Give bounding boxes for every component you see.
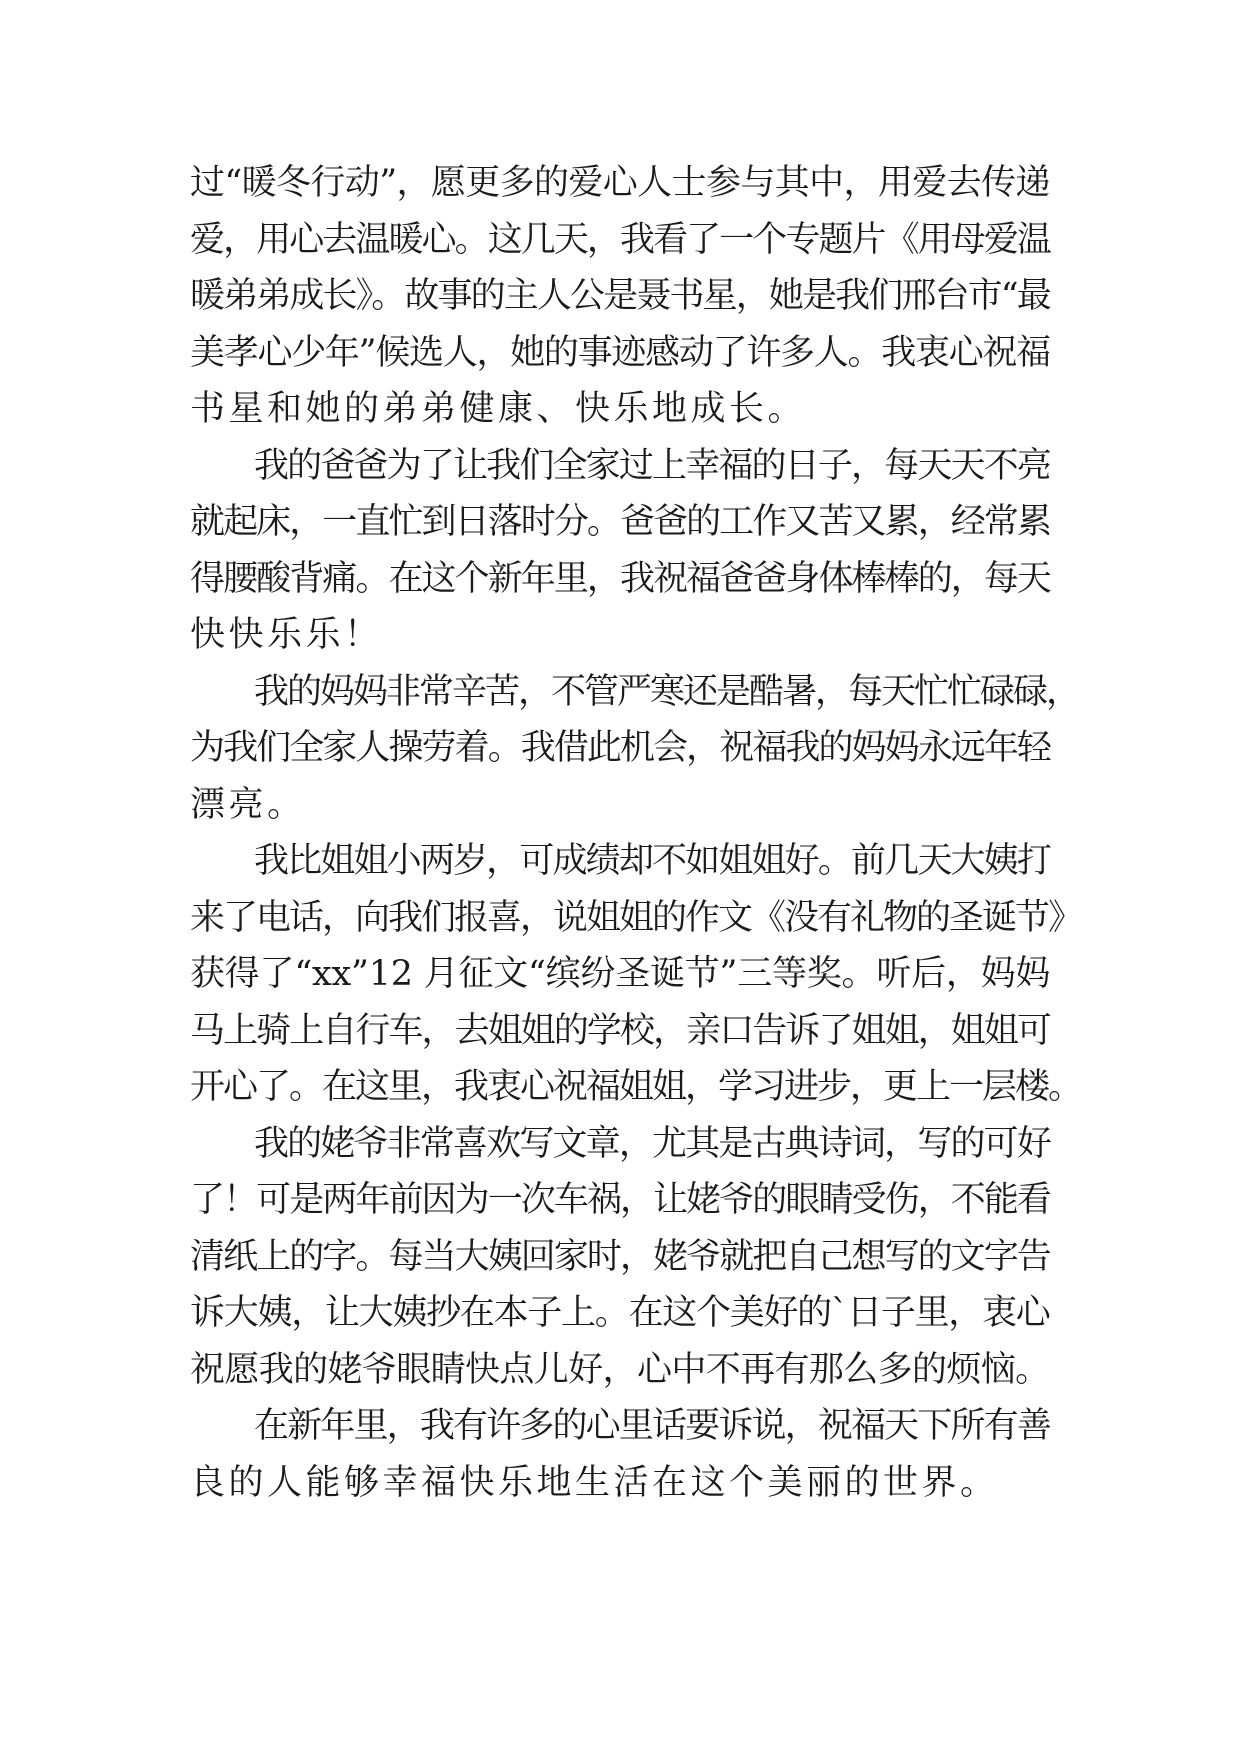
text-line: 爱，用心去温暖心。这几天，我看了一个专题片《用母爱温 (190, 219, 1051, 260)
text-line: 清纸上的字。每当大姨回家时，姥爷就把自己想写的文字告 (190, 1236, 1051, 1277)
paragraph-first-line: 我的妈妈非常辛苦，不管严寒还是酷暑，每天忙忙碌碌， (254, 671, 1080, 712)
text-line: 马上骑上自行车，去姐姐的学校，亲口告诉了姐姐，姐姐可 (190, 1010, 1051, 1051)
text-line: 美孝心少年”候选人，她的事迹感动了许多人。我衷心祝福 (190, 332, 1050, 373)
text-line: 良的人能够幸福快乐地生活在这个美丽的世界。 (190, 1462, 999, 1503)
paragraph-first-line: 我比姐姐小两岁，可成绩却不如姐姐好。前几天大姨打 (254, 841, 1051, 881)
paragraph-first-line: 在新年里，我有许多的心里话要诉说，祝福天下所有善 (254, 1406, 1051, 1446)
text-line: 得腰酸背痛。在这个新年里，我祝福爸爸身体棒棒的，每天 (190, 558, 1051, 599)
text-line: 过“暖冬行动”，愿更多的爱心人士参与其中，用爱去传递 (190, 163, 1050, 203)
text-line: 为我们全家人操劳着。我借此机会，祝福我的妈妈永远年轻 (190, 728, 1051, 768)
text-line: 开心了。在这里，我衷心祝福姐姐，学习进步，更上一层楼。 (190, 1067, 1082, 1107)
text-line: 就起床，一直忙到日落时分。爸爸的工作又苦又累，经常累 (190, 502, 1051, 542)
text-line: 书星和她的弟弟健康、快乐地成长。 (190, 389, 807, 429)
paragraph-first-line: 我的姥爷非常喜欢写文章，尤其是古典诗词，写的可好 (254, 1123, 1051, 1164)
text-line: 来了电话，向我们报喜，说姐姐的作文《没有礼物的圣诞节》 (190, 897, 1082, 938)
text-line: 获得了“xx”12 月征文“缤纷圣诞节”三等奖。听后，妈妈 (190, 954, 1051, 994)
text-line: 漂亮。 (190, 784, 306, 825)
text-line: 祝愿我的姥爷眼睛快点儿好，心中不再有那么多的烦恼。 (190, 1349, 1050, 1390)
document-body (190, 155, 1082, 1511)
text-line: 快快乐乐！ (190, 615, 383, 655)
paragraph-first-line: 我的爸爸为了让我们全家过上幸福的日子，每天天不亮 (254, 445, 1051, 486)
text-line: 了！可是两年前因为一次车祸，让姥爷的眼睛受伤，不能看 (190, 1180, 1051, 1220)
text-line: 暖弟弟成长》。故事的主人公是聂书星，她是我们邢台市“最 (190, 276, 1050, 316)
text-line: 诉大姨，让大姨抄在本子上。在这个美好的`日子里，衷心 (190, 1293, 1050, 1333)
